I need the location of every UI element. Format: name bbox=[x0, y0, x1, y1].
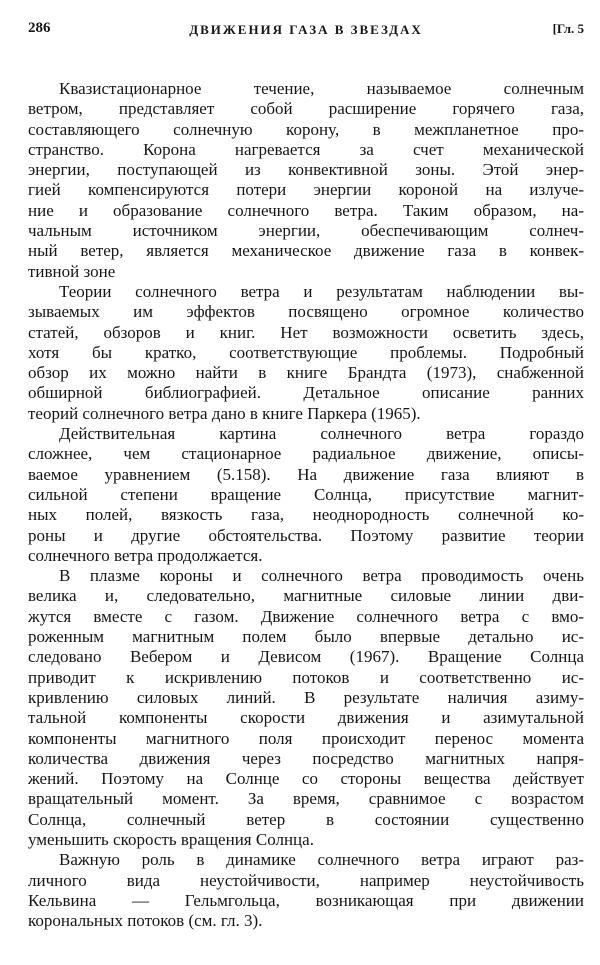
text-line: статей, обзоров и книг. Нет возможности осветить здесь, bbox=[28, 322, 584, 342]
text-line: Важную роль в динамике солнечного ветра играют раз- bbox=[59, 850, 584, 870]
running-title: ДВИЖЕНИЯ ГАЗА В ЗВЕЗДАХ bbox=[189, 22, 423, 37]
text-line: теорий солнечного ветра дано в книге Паркера (1965). bbox=[28, 403, 421, 423]
text-line: Кельвина — Гельмгольца, возникающая при движении bbox=[28, 890, 584, 910]
paragraph bbox=[28, 424, 584, 566]
paragraph bbox=[28, 282, 584, 424]
paragraph bbox=[28, 566, 584, 850]
text-line: сильной степени вращение Солнца, присутствие магнит- bbox=[28, 484, 584, 504]
text-line: странство. Корона нагревается за счет механической bbox=[28, 139, 584, 159]
text-line: велика и, следовательно, магнитные силовые линии дви- bbox=[28, 586, 584, 606]
text-line: ных полей, вязкость газа, неоднородность солнечной ко- bbox=[28, 505, 584, 525]
paragraph bbox=[28, 79, 584, 282]
text-line: обзор их можно найти в книге Брандта (1973), снабженной bbox=[28, 363, 584, 383]
text-line: жутся вместе с газом. Движение солнечного ветра с вмо- bbox=[28, 606, 584, 626]
text-line: зываемых им эффектов посвящено огромное количество bbox=[28, 302, 584, 322]
text-line: уменьшить скорость вращения Солнца. bbox=[28, 829, 314, 849]
text-line: обширной библиографией. Детальное описание ранних bbox=[28, 383, 584, 403]
chapter-label: [Гл. 5 bbox=[552, 21, 584, 36]
text-line: Теории солнечного ветра и результатам наблюдении вы- bbox=[59, 281, 584, 301]
text-line: ваемое уравнением (5.158). На движение газа влияют в bbox=[28, 464, 584, 484]
text-line: ветром, представляет собой расширение горячего газа, bbox=[28, 99, 584, 119]
text-line: хотя бы кратко, соответствующие проблемы. Подробный bbox=[28, 342, 584, 362]
text-line: следовано Вебером и Девисом (1967). Вращение Солнца bbox=[28, 647, 584, 667]
text-line: гией компенсируются потери энергии короной на излуче- bbox=[28, 180, 584, 200]
text-line: ный ветер, является механическое движение газа в конвек- bbox=[28, 241, 584, 261]
text-line: личного вида неустойчивости, например неустойчивость bbox=[28, 870, 584, 890]
text-line: кривлению силовых линий. В результате наличия азиму- bbox=[28, 687, 584, 707]
text-line: приводит к искривлению потоков и соответственно ис- bbox=[28, 667, 584, 687]
text-line: тальной компоненты скорости движения и азимутальной bbox=[28, 708, 584, 728]
text-line: роны и другие обстоятельства. Поэтому развитие теории bbox=[28, 525, 584, 545]
text-line: В плазме короны и солнечного ветра проводимость очень bbox=[59, 566, 584, 586]
text-line: роженным магнитным полем было впервые детально ис- bbox=[28, 627, 584, 647]
text-line: корональных потоков (см. гл. 3). bbox=[28, 911, 263, 931]
text-line: составляющего солнечную корону, в межпланетное про- bbox=[28, 119, 584, 139]
text-line: тивной зоне bbox=[28, 261, 116, 281]
text-line: Квазистационарное течение, называемое солнечным bbox=[59, 79, 584, 98]
page-number: 286 bbox=[28, 20, 51, 36]
text-line: ние и образование солнечного ветра. Таким образом, на- bbox=[28, 200, 584, 220]
text-line: Солнца, солнечный ветер в состоянии существенно bbox=[28, 809, 584, 829]
text-line: сложнее, чем стационарное радиальное движение, описы- bbox=[28, 444, 584, 464]
text-line: вращательный момент. За время, сравнимое с возрастом bbox=[28, 789, 584, 809]
text-line: чальным источником энергии, обеспечивающим солнеч- bbox=[28, 221, 584, 241]
text-line: энергии, поступающей из конвективной зоны. Этой энер- bbox=[28, 160, 584, 180]
text-line: количества движения через посредство магнитных напря- bbox=[28, 748, 584, 768]
text-line: жений. Поэтому на Солнце со стороны вещества действует bbox=[28, 769, 584, 789]
running-header bbox=[28, 20, 584, 40]
text-line: Действительная картина солнечного ветра гораздо bbox=[59, 424, 584, 444]
page-body bbox=[28, 79, 584, 931]
text-line: компоненты магнитного поля происходит перенос момента bbox=[28, 728, 584, 748]
paragraph bbox=[28, 850, 584, 931]
text-line: солнечного ветра продолжается. bbox=[28, 545, 263, 565]
